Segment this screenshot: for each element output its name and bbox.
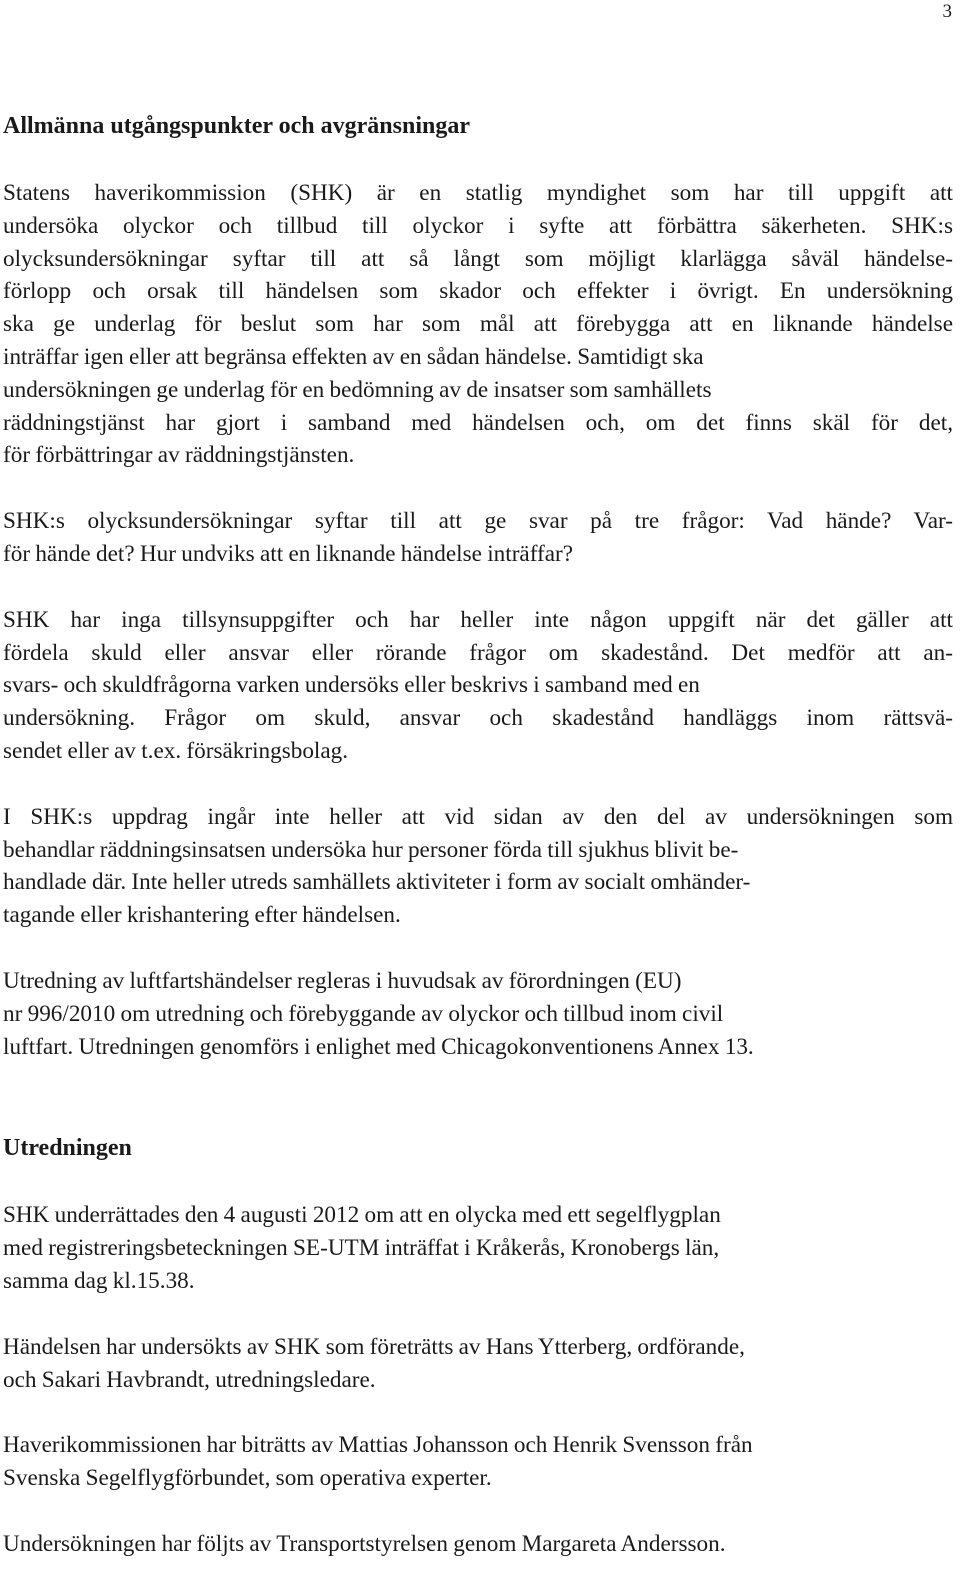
section-heading: Utredningen [3,1135,132,1162]
section-investigation [3,1133,953,1560]
paragraph-no-supervision [3,604,953,768]
text-line: olycksundersökningar syftar till att så långt som möjligt klarlägga såväl händelse- [3,245,953,272]
text-line: luftfart. Utredningen genomförs i enlighet med Chicagokonventionens Annex 13. [3,1033,754,1060]
text-line: undersöka olyckor och tillbud till olyckor i syfte att förbättra säkerheten. SHK:s [3,212,953,239]
paragraph-three-questions [3,505,953,571]
text-line: ska ge underlag för beslut som har som mål att förebygga att en liknande händelse [3,311,953,338]
document-body [3,111,953,1594]
text-line: Händelsen har undersökts av SHK som företrätts av Hans Ytterberg, ordförande, [3,1333,745,1360]
text-line: med registreringsbeteckningen SE-UTM inträffat i Kråkerås, Kronobergs län, [3,1235,720,1262]
paragraph-notification [3,1199,953,1297]
text-line: fördela skuld eller ansvar eller rörande frågor om skadestånd. Det medför att an- [3,639,953,666]
text-line: undersökning. Frågor om skuld, ansvar och skadestånd handläggs inom rättsvä- [3,705,953,732]
paragraph-experts [3,1429,953,1495]
text-line: räddningstjänst har gjort i samband med händelsen och, om det finns skäl för det, [3,409,953,436]
paragraph-investigators [3,1331,953,1397]
paragraph-regulation [3,965,953,1063]
text-line: svars- och skuldfrågorna varken undersöks eller beskrivs i samband med en [3,672,700,699]
paragraph-mission-scope [3,801,953,932]
text-line: I SHK:s uppdrag ingår inte heller att vid sidan av den del av undersökningen som [3,803,953,830]
text-line: inträffar igen eller att begränsa effekten av en sådan händelse. Samtidigt ska [3,343,704,370]
text-line: SHK:s olycksundersökningar syftar till att ge svar på tre frågor: Vad hände? Var- [3,508,953,535]
text-line: samma dag kl.15.38. [3,1267,195,1294]
text-line: Utredning av luftfartshändelser regleras i huvudsak av förordningen (EU) [3,967,682,994]
page-number: 3 [942,1,952,22]
paragraph-intro [3,177,953,472]
text-line: handlade där. Inte heller utreds samhällets aktiviteter i form av socialt omhänder- [3,869,751,896]
text-line: SHK har inga tillsynsuppgifter och har heller inte någon uppgift när det gäller att [3,606,953,633]
text-line: behandlar räddningsinsatsen undersöka hur personer förda till sjukhus blivit be- [3,836,739,863]
section-general-principles [3,111,953,1063]
text-line: Haverikommissionen har biträtts av Mattias Johansson och Henrik Svensson från [3,1432,753,1459]
text-line: för förbättringar av räddningstjänsten. [3,442,355,469]
text-line: Undersökningen har följts av Transportstyrelsen genom Margareta Andersson. [3,1530,726,1557]
text-line: Statens haverikommission (SHK) är en statlig myndighet som har till uppgift att [3,180,953,206]
paragraph-followed-by [3,1528,953,1561]
text-line: SHK underrättades den 4 augusti 2012 om att en olycka med ett segelflygplan [3,1202,721,1229]
text-line: Svenska Segelflygförbundet, som operativa experter. [3,1465,492,1492]
text-line: förlopp och orsak till händelsen som skador och effekter i övrigt. En undersökning [3,278,953,305]
text-line: tagande eller krishantering efter händelsen. [3,902,401,929]
text-line: och Sakari Havbrandt, utredningsledare. [3,1366,376,1393]
text-line: för hände det? Hur undviks att en liknande händelse inträffar? [3,540,574,567]
text-line: undersökningen ge underlag för en bedömning av de insatser som samhällets [3,376,712,403]
section-heading: Allmänna utgångspunkter och avgränsningar [3,113,470,139]
text-line: nr 996/2010 om utredning och förebyggande av olyckor och tillbud inom civil [3,1000,724,1027]
text-line: sendet eller av t.ex. försäkringsbolag. [3,737,349,764]
